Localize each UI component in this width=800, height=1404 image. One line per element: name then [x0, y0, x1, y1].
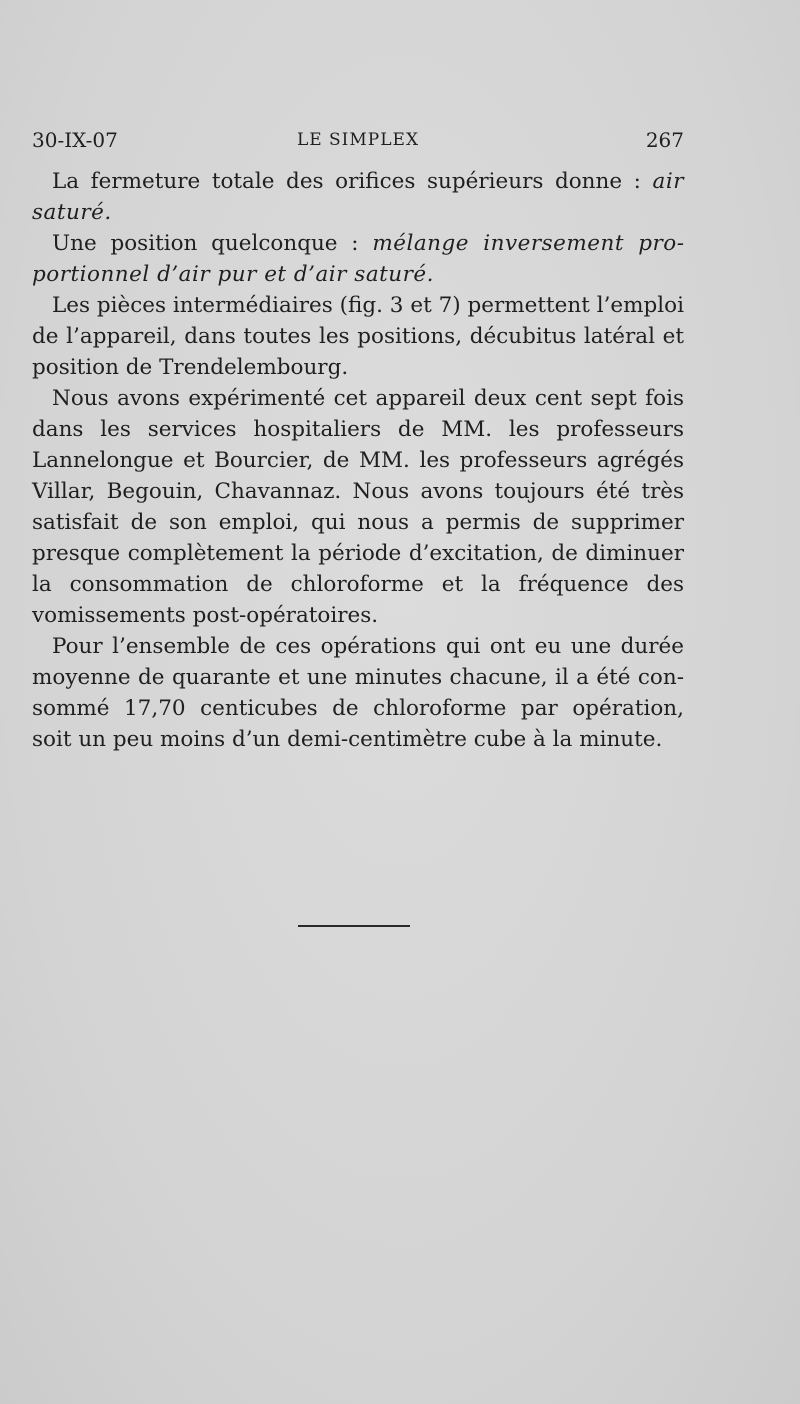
paragraph-pieces-intermediaires: Les pièces intermédiaires (fig. 3 et 7) permettent l’emploi de l’appareil, dans toutes les positions, décubitus latéral et position de Trendelembourg. — [32, 293, 684, 380]
paragraph-position-quelconque — [32, 228, 684, 290]
header-title: LE SIMPLEX — [296, 130, 420, 150]
page-number: 267 — [645, 128, 684, 152]
paragraph-experimentation: Nous avons expérimenté cet appareil deux cent sept fois dans les services hospitaliers de MM. les professeurs Lannelongue et Bourcier, de MM. les professeurs agrégés Villar, Begouin, Chavannaz. Nous avons toujours été très satisfait de son emploi, qui nous a permis de supprimer presque complètement la période d’excitation, de diminuer la consommation de chloroforme et la fréquence des vomissements post-opératoires. — [32, 386, 684, 628]
paragraph-2-text: Une position quelconque : — [52, 231, 373, 256]
paragraph-1-italic: air saturé. — [32, 169, 684, 225]
paragraph-air-sature — [32, 166, 684, 228]
section-end-rule — [298, 925, 410, 927]
paragraph-2-italic: mélange inversement proportionnel d’air pur et d’air saturé. — [32, 231, 684, 287]
body-text — [32, 166, 684, 755]
paragraph-consommation: Pour l’ensemble de ces opérations qui ont eu une durée moyenne de quarante et une minutes chacune, il a été consommé 17,70 centicubes de chloroforme par opération, soit un peu moins d’un demi-centimètre cube à la minute. — [32, 634, 684, 752]
running-head — [32, 128, 684, 158]
paragraph-1-text: La fermeture totale des orifices supérieurs donne : — [52, 169, 653, 194]
header-date: 30-IX-07 — [32, 128, 118, 152]
